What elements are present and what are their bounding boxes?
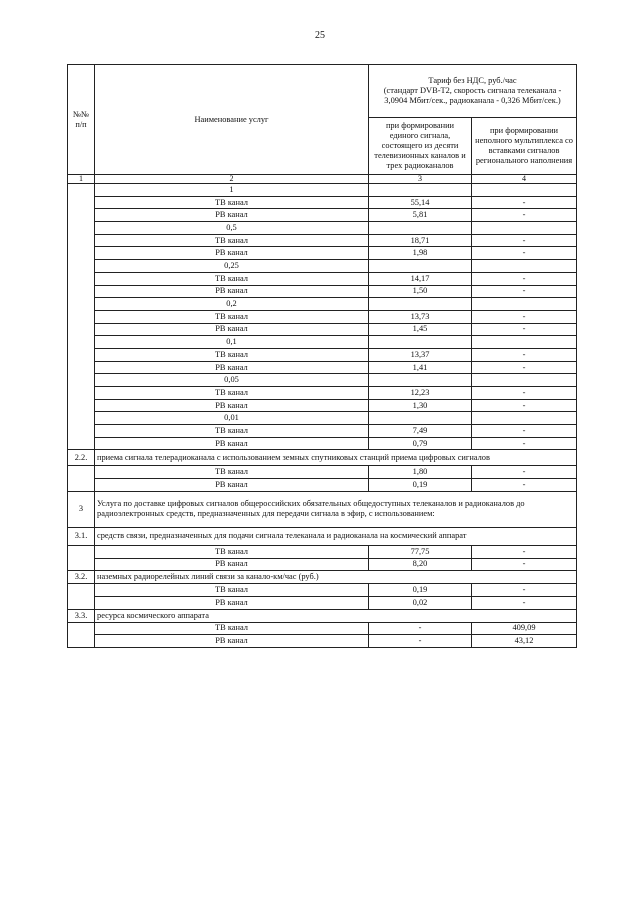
table-row (68, 285, 577, 298)
tariff-col3: 1,45 (369, 323, 472, 336)
section-number: 3.3. (68, 609, 95, 622)
tariff-col3: - (369, 622, 472, 635)
tariff-col4: - (472, 285, 577, 298)
service-name: ТВ канал (95, 310, 369, 323)
service-name: ТВ канал (95, 425, 369, 438)
service-name: ТВ канал (95, 584, 369, 597)
service-name: 0,5 (95, 222, 369, 235)
table-row (68, 622, 577, 635)
table-row (68, 348, 577, 361)
service-name: ТВ канал (95, 466, 369, 479)
colnum-1: 1 (68, 175, 95, 184)
tariff-col3: 0,79 (369, 437, 472, 450)
table-row (68, 466, 577, 479)
tariff-col4: - (472, 196, 577, 209)
section-title: наземных радиорелейных линий связи за канало-км/час (руб.) (95, 571, 577, 584)
tariff-col4: - (472, 310, 577, 323)
service-name: 1 (95, 184, 369, 197)
row-num-cell (68, 466, 95, 479)
table-row (68, 298, 577, 311)
tariff-col4: - (472, 247, 577, 260)
tariff-col3: 12,23 (369, 387, 472, 400)
section-number: 2.2. (68, 450, 95, 466)
row-num-cell (68, 622, 95, 635)
row-num-cell (68, 374, 95, 387)
service-name: РВ канал (95, 209, 369, 222)
section-number: 3.2. (68, 571, 95, 584)
table-row (68, 387, 577, 400)
service-name: РВ канал (95, 479, 369, 492)
tariff-col4 (472, 298, 577, 311)
tariff-col3 (369, 184, 472, 197)
service-name: ТВ канал (95, 234, 369, 247)
tariff-col4: - (472, 479, 577, 492)
section-title: ресурса космического аппарата (95, 609, 577, 622)
tariff-col3: 0,19 (369, 584, 472, 597)
tariff-col3: - (369, 635, 472, 648)
header-col-num: №№ п/п (68, 65, 95, 175)
row-num-cell (68, 479, 95, 492)
tariff-col3: 1,30 (369, 399, 472, 412)
tariff-col3 (369, 374, 472, 387)
tariff-col4: 43,12 (472, 635, 577, 648)
row-num-cell (68, 247, 95, 260)
header-tariff-title: Тариф без НДС, руб./час (стандарт DVB-T2, скорость сигнала телеканала - 3,0904 Мбит/сек., радиоканала - 0,326 Мбит/сек.) (369, 65, 577, 118)
section-title: Услуга по доставке цифровых сигналов общероссийских обязательных общедоступных телеканалов и радиоканалов до радиоэлектронных средств, предназначенных для передачи сигнала в эфир, с использованием: (95, 491, 577, 527)
table-row (68, 558, 577, 571)
row-num-cell (68, 437, 95, 450)
row-num-cell (68, 635, 95, 648)
tariff-col4: - (472, 545, 577, 558)
service-name: РВ канал (95, 399, 369, 412)
table-row (68, 323, 577, 336)
tariff-col3 (369, 260, 472, 273)
section-title: средств связи, предназначенных для подачи сигнала телеканала и радиоканала на космический аппарат (95, 527, 577, 545)
tariff-col4: - (472, 323, 577, 336)
table-row (68, 412, 577, 425)
row-num-cell (68, 545, 95, 558)
tariff-col3: 13,73 (369, 310, 472, 323)
table-row (68, 272, 577, 285)
service-name: ТВ канал (95, 387, 369, 400)
tariff-col3: 77,75 (369, 545, 472, 558)
service-name: 0,2 (95, 298, 369, 311)
page-number: 25 (315, 30, 325, 41)
colnum-2: 2 (95, 175, 369, 184)
tariff-col4 (472, 222, 577, 235)
table-row (68, 635, 577, 648)
service-name: ТВ канал (95, 196, 369, 209)
table-row (68, 196, 577, 209)
tariff-col4: - (472, 272, 577, 285)
tariff-col3 (369, 298, 472, 311)
tariff-col4: - (472, 466, 577, 479)
tariff-col3: 13,37 (369, 348, 472, 361)
tariff-col4 (472, 184, 577, 197)
tariff-col3: 0,19 (369, 479, 472, 492)
tariff-col3: 0,02 (369, 596, 472, 609)
row-num-cell (68, 425, 95, 438)
tariff-col4 (472, 336, 577, 349)
service-name: РВ канал (95, 558, 369, 571)
tariff-col4 (472, 260, 577, 273)
colnum-4: 4 (472, 175, 577, 184)
service-name: 0,1 (95, 336, 369, 349)
table-row (68, 310, 577, 323)
table-row (68, 260, 577, 273)
row-num-cell (68, 234, 95, 247)
header-col-name: Наименование услуг (95, 65, 369, 175)
service-name: РВ канал (95, 285, 369, 298)
row-num-cell (68, 323, 95, 336)
tariff-col3: 7,49 (369, 425, 472, 438)
service-name: ТВ канал (95, 545, 369, 558)
column-number-row (68, 175, 577, 184)
table-row (68, 479, 577, 492)
table-row (68, 234, 577, 247)
table-row (68, 527, 577, 545)
row-num-cell (68, 222, 95, 235)
table-row (68, 336, 577, 349)
table-row (68, 184, 577, 197)
tariff-col3: 5,81 (369, 209, 472, 222)
tariff-col4: - (472, 399, 577, 412)
tariff-col4: 409,09 (472, 622, 577, 635)
table-row (68, 361, 577, 374)
tariff-table (67, 64, 577, 648)
service-name: 0,05 (95, 374, 369, 387)
table-row (68, 222, 577, 235)
section-number: 3 (68, 491, 95, 527)
tariff-col4: - (472, 348, 577, 361)
tariff-col4: - (472, 209, 577, 222)
table-row (68, 399, 577, 412)
row-num-cell (68, 596, 95, 609)
service-name: 0,25 (95, 260, 369, 273)
tariff-col4 (472, 412, 577, 425)
row-num-cell (68, 336, 95, 349)
row-num-cell (68, 558, 95, 571)
header-sub-col4: при формировании неполного мультиплекса со вставками сигналов регионального наполнения (472, 118, 577, 175)
table-row (68, 437, 577, 450)
tariff-col3: 1,98 (369, 247, 472, 260)
row-num-cell (68, 184, 95, 197)
section-title: приема сигнала телерадиоканала с использованием земных спутниковых станций приема цифровых сигналов (95, 450, 577, 466)
tariff-col3: 14,17 (369, 272, 472, 285)
row-num-cell (68, 196, 95, 209)
table-row (68, 374, 577, 387)
header-sub-col3: при формировании единого сигнала, состоящего из десяти телевизионных каналов и трех радиоканалов (369, 118, 472, 175)
tariff-col3: 18,71 (369, 234, 472, 247)
service-name: РВ канал (95, 596, 369, 609)
tariff-col4: - (472, 387, 577, 400)
table-row (68, 450, 577, 466)
service-name: ТВ канал (95, 272, 369, 285)
table-row (68, 571, 577, 584)
table-row (68, 584, 577, 597)
tariff-col4: - (472, 584, 577, 597)
service-name: РВ канал (95, 437, 369, 450)
tariff-col4: - (472, 596, 577, 609)
tariff-col4: - (472, 361, 577, 374)
tariff-col3: 8,20 (369, 558, 472, 571)
tariff-col3: 1,80 (369, 466, 472, 479)
table-row (68, 596, 577, 609)
table-row (68, 425, 577, 438)
tariff-col3 (369, 222, 472, 235)
row-num-cell (68, 310, 95, 323)
table-row (68, 609, 577, 622)
table-row (68, 491, 577, 527)
row-num-cell (68, 298, 95, 311)
row-num-cell (68, 412, 95, 425)
section-number: 3.1. (68, 527, 95, 545)
table-row (68, 209, 577, 222)
row-num-cell (68, 272, 95, 285)
tariff-col4 (472, 374, 577, 387)
tariff-col3: 1,50 (369, 285, 472, 298)
table-row (68, 545, 577, 558)
row-num-cell (68, 361, 95, 374)
tariff-col4: - (472, 425, 577, 438)
tariff-col4: - (472, 437, 577, 450)
service-name: РВ канал (95, 361, 369, 374)
row-num-cell (68, 399, 95, 412)
tariff-col3 (369, 336, 472, 349)
service-name: РВ канал (95, 635, 369, 648)
row-num-cell (68, 387, 95, 400)
colnum-3: 3 (369, 175, 472, 184)
tariff-col3: 1,41 (369, 361, 472, 374)
tariff-col3: 55,14 (369, 196, 472, 209)
row-num-cell (68, 285, 95, 298)
row-num-cell (68, 209, 95, 222)
service-name: РВ канал (95, 323, 369, 336)
tariff-col4: - (472, 234, 577, 247)
service-name: РВ канал (95, 247, 369, 260)
tariff-col4: - (472, 558, 577, 571)
table-row (68, 247, 577, 260)
row-num-cell (68, 260, 95, 273)
row-num-cell (68, 584, 95, 597)
tariff-col3 (369, 412, 472, 425)
service-name: ТВ канал (95, 348, 369, 361)
service-name: 0,01 (95, 412, 369, 425)
row-num-cell (68, 348, 95, 361)
service-name: ТВ канал (95, 622, 369, 635)
